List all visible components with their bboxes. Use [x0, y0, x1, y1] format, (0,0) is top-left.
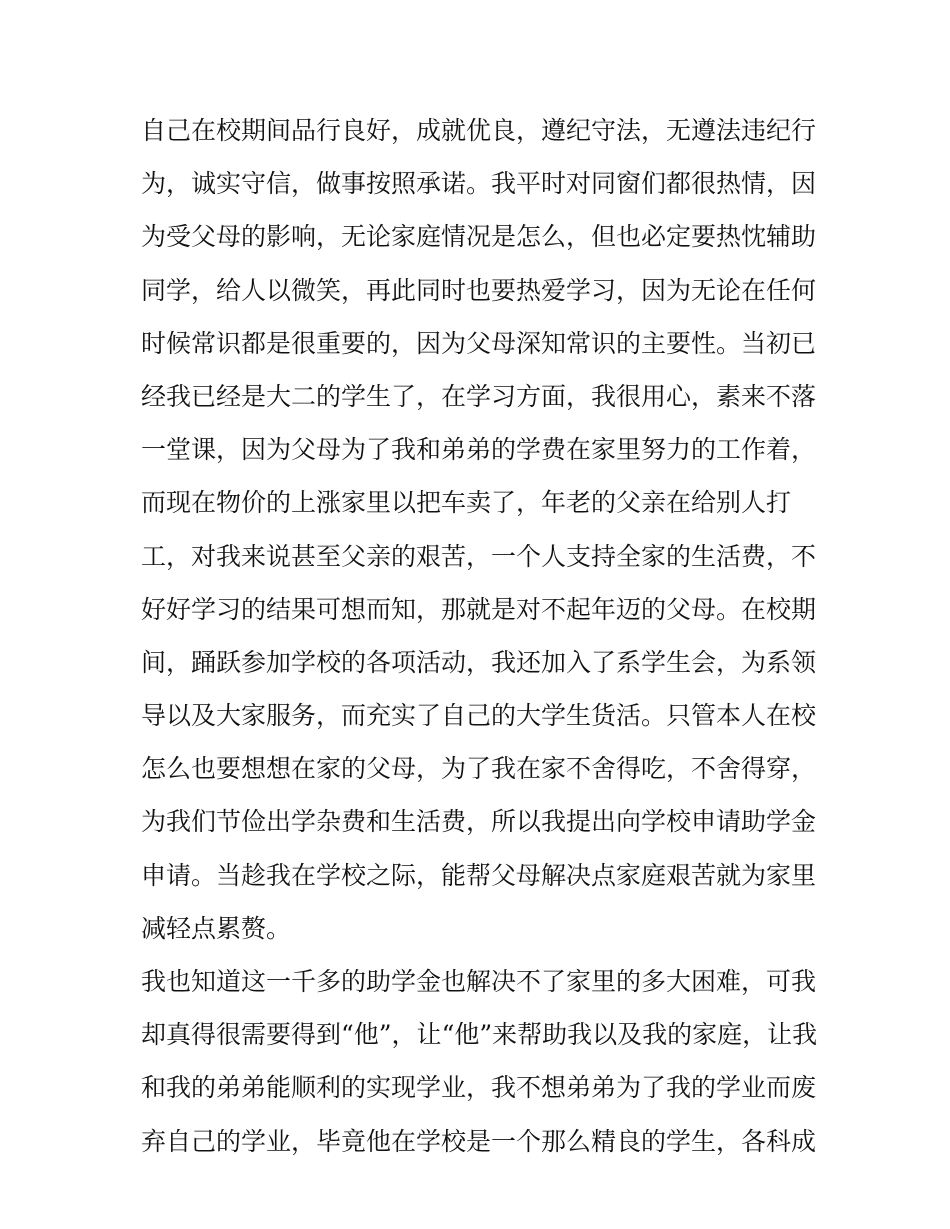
text-line: 工，对我来说甚至父亲的艰苦，一个人支持全家的生活费，不: [141, 541, 817, 571]
text-line: 一堂课，因为父母为了我和弟弟的学费在家里努力的工作着，: [141, 435, 817, 465]
text-line: 弃自己的学业，毕竟他在学校是一个那么精良的学生，各科成: [141, 1126, 817, 1156]
text-line: 同学，给人以微笑，再此同时也要热爱学习，因为无论在任何: [141, 275, 817, 305]
text-line: 经我已经是大二的学生了，在学习方面，我很用心，素来不落: [141, 381, 817, 411]
text-line: 好好学习的结果可想而知，那就是对不起年迈的父母。在校期: [141, 594, 817, 624]
text-line: 为，诚实守信，做事按照承诺。我平时对同窗们都很热情，因: [141, 169, 817, 199]
text-line: 和我的弟弟能顺利的实现学业，我不想弟弟为了我的学业而废: [141, 1073, 817, 1103]
text-line: 自己在校期间品行良好，成就优良，遵纪守法，无遵法违纪行: [141, 116, 817, 145]
text-line: 减轻点累赘。: [141, 913, 292, 943]
text-line: 我也知道这一千多的助学金也解决不了家里的多大困难，可我: [141, 967, 817, 996]
text-line: 时候常识都是很重要的，因为父母深知常识的主要性。当初已: [141, 328, 817, 358]
text-line: 怎么也要想想在家的父母，为了我在家不舍得吃，不舍得穿，: [141, 754, 817, 784]
text-line: 却真得很需要得到“他”，让“他”来帮助我以及我的家庭，让我: [141, 1020, 818, 1050]
text-line: 而现在物价的上涨家里以把车卖了，年老的父亲在给别人打: [141, 488, 792, 518]
text-line: 间，踊跃参加学校的各项活动，我还加入了系学生会，为系领: [141, 647, 817, 677]
text-line: 导以及大家服务，而充实了自己的大学生货活。只管本人在校: [141, 701, 817, 731]
body-text: [141, 104, 818, 1168]
text-line: 为我们节俭出学杂费和生活费，所以我提出向学校申请助学金: [141, 807, 817, 837]
text-line: 申请。当趁我在学校之际，能帮父母解决点家庭艰苦就为家里: [141, 860, 817, 890]
text-line: 为受父母的影响，无论家庭情况是怎么，但也必定要热忱辅助: [141, 222, 817, 252]
